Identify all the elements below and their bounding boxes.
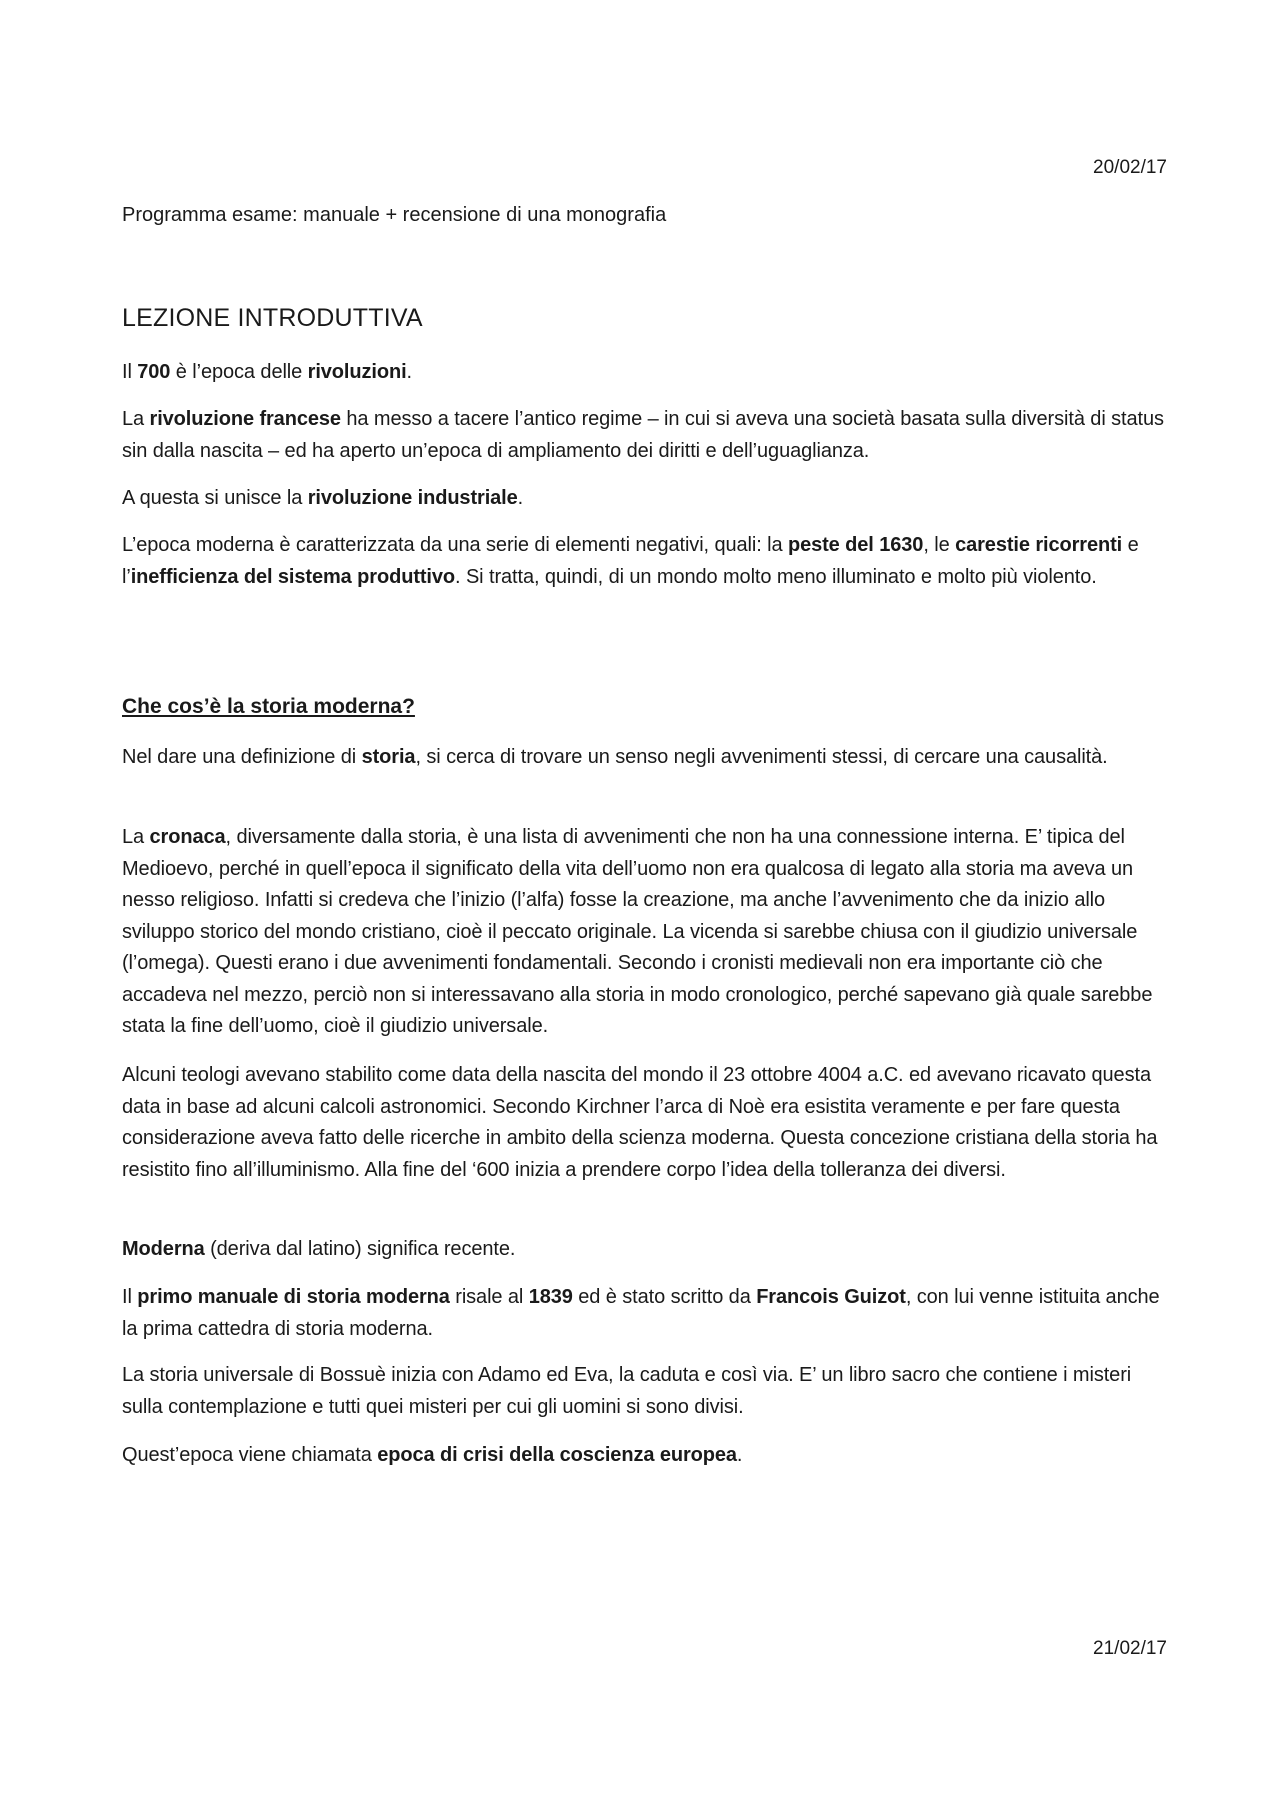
p9-bold-3: Francois Guizot	[756, 1286, 906, 1308]
paragraph-cronaca	[122, 822, 1166, 1043]
p1-bold-1: 700	[137, 361, 171, 383]
p4-text-2: , le	[923, 534, 956, 556]
paragraph-moderna	[122, 1234, 1166, 1266]
p4-text-3: e l’	[122, 534, 1139, 588]
paragraph-epoca-moderna	[122, 530, 1166, 593]
p2-text-2: ha messo a tacere l’antico regime – in cui si aveva una società basata sulla diversità di status sin dalla nascita – ed ha aperto un’epoca di ampliamento dei diritti e dell’uguaglianza.	[122, 408, 1164, 462]
p11-text-2: .	[736, 1444, 743, 1466]
p1-bold-2: rivoluzioni	[307, 361, 407, 383]
p6-bold-1: cronaca	[149, 826, 226, 848]
p9-bold-1: primo manuale di storia moderna	[137, 1286, 450, 1308]
paragraph-crisi-coscienza	[122, 1440, 1166, 1472]
p9-text-4: , con lui venne istituita anche la prima cattedra di storia moderna.	[122, 1286, 1160, 1340]
p9-text-2: risale al	[449, 1286, 529, 1308]
p1-text-1: Il	[122, 361, 138, 383]
date-top: 20/02/17	[1093, 157, 1167, 178]
exam-program-line: Programma esame: manuale + recensione di una monografia	[122, 204, 667, 226]
p1-text-3: .	[406, 361, 413, 383]
p7-text: Alcuni teologi avevano stabilito come data della nascita del mondo il 23 ottobre 4004 a.C. ed avevano ricavato questa data in base ad alcuni calcoli astronomici. Secondo Kirchner l’arca di Noè era esistita veramente e per fare questa considerazione aveva fatto delle ricerche in ambito della scienza moderna. Questa concezione cristiana della storia ha resistito fino all’illuminismo. Alla fine del ‘600 inizia a prendere corpo l’idea della tolleranza dei diversi.	[122, 1064, 1158, 1181]
p4-bold-1: peste del 1630	[787, 534, 924, 556]
p2-text-1: La	[122, 408, 150, 430]
lesson-title: LEZIONE INTRODUTTIVA	[122, 304, 423, 332]
p8-text-1: (deriva dal latino) significa recente.	[204, 1238, 516, 1260]
p3-text-1: A questa si unisce la	[122, 487, 308, 509]
section-heading-block	[122, 693, 1166, 721]
paragraph-rivoluzione-francese	[122, 404, 1166, 467]
paragraph-bossue	[122, 1360, 1166, 1423]
p5-text-2: , si cerca di trovare un senso negli avvenimenti stessi, di cercare una causalità.	[415, 746, 1108, 768]
p11-text-1: Quest’epoca viene chiamata	[122, 1444, 378, 1466]
p10-text: La storia universale di Bossuè inizia con Adamo ed Eva, la caduta e così via. E’ un libro sacro che contiene i misteri sulla contemplazione e tutti quei misteri per cui gli uomini si sono divisi.	[122, 1364, 1132, 1418]
p4-text-1: L’epoca moderna è caratterizzata da una serie di elementi negativi, quali: la	[122, 534, 788, 556]
p4-bold-2: carestie ricorrenti	[955, 534, 1123, 556]
p5-text-1: Nel dare una definizione di	[122, 746, 362, 768]
p2-bold-1: rivoluzione francese	[149, 408, 341, 430]
p3-bold-1: rivoluzione industriale	[307, 487, 518, 509]
p4-bold-3: inefficienza del sistema produttivo	[130, 565, 456, 588]
p6-text-1: La	[122, 826, 150, 848]
p6-text-2: , diversamente dalla storia, è una lista di avvenimenti che non ha una connessione interna. E’ tipica del Medioevo, perché in quell’epoca il significato della vita dell’uomo non era qualcosa di legato alla storia ma aveva un nesso religioso. Infatti si credeva che l’inizio (l’alfa) fosse la creazione, ma anche l’avvenimento che da inizio allo sviluppo storico del mondo cristiano, cioè il peccato originale. La vicenda si sarebbe chiusa con il giudizio universale (l’omega). Questi erano i due avvenimenti fondamentali. Secondo i cronisti medievali non era importante ciò che accadeva nel mezzo, perciò non si interessavano alla storia in modo cronologico, perché sapevano già quale sarebbe stata la fine dell’uomo, cioè il giudizio universale.	[122, 826, 1153, 1037]
p8-bold-1: Moderna	[122, 1238, 205, 1260]
p5-bold-1: storia	[361, 746, 416, 768]
section-heading: Che cos’è la storia moderna?	[122, 695, 415, 718]
paragraph-primo-manuale	[122, 1282, 1166, 1345]
paragraph-rivoluzione-industriale	[122, 483, 1166, 515]
paragraph-teologi	[122, 1060, 1166, 1186]
paragraph-definizione-storia	[122, 742, 1166, 774]
date-bottom: 21/02/17	[1093, 1638, 1167, 1659]
p4-text-4: . Si tratta, quindi, di un mondo molto meno illuminato e molto più violento.	[455, 565, 1097, 588]
p3-text-2: .	[517, 487, 524, 509]
p1-text-2: è l’epoca delle	[170, 361, 308, 383]
p11-bold-1: epoca di crisi della coscienza europea	[377, 1444, 737, 1466]
p9-text-3: ed è stato scritto da	[572, 1286, 757, 1308]
p9-bold-2: 1839	[528, 1286, 573, 1308]
p9-text-1: Il	[122, 1286, 138, 1308]
paragraph-700	[122, 357, 1166, 389]
